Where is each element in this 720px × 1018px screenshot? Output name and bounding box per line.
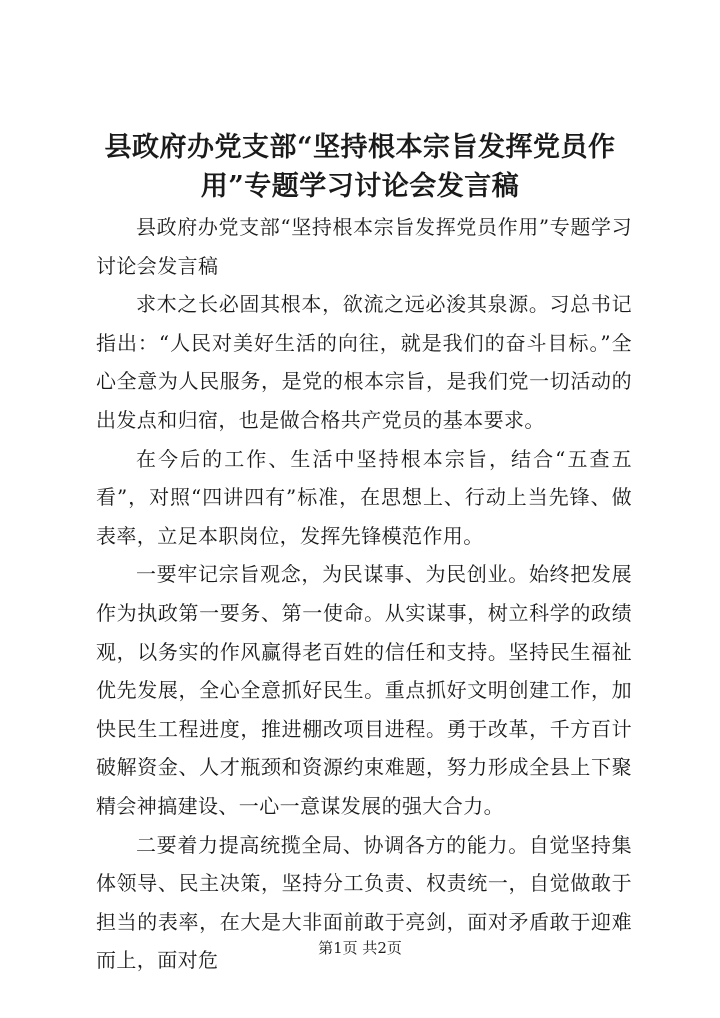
document-body xyxy=(96,208,632,980)
paragraph-intro: 求木之长必固其根本，欲流之远必浚其泉源。习总书记指出：“人民对美好生活的向往，就是我们的奋斗目标。”全心全意为人民服务，是党的根本宗旨，是我们党一切活动的出发点和归宿，也是做合格共产党员的基本要求。 xyxy=(96,292,632,432)
page-footer: 第1页 共2页 xyxy=(318,939,402,957)
document-title: 县政府办党支部“坚持根本宗旨发挥党员作用”专题学习讨论会发言稿 xyxy=(104,132,616,202)
paragraph-subtitle: 县政府办党支部“坚持根本宗旨发挥党员作用”专题学习讨论会发言稿 xyxy=(96,215,632,278)
paragraph-commitment: 在今后的工作、生活中坚持根本宗旨，结合“五查五看”，对照“四讲四有”标准，在思想上、行动上当先锋、做表率，立足本职岗位，发挥先锋模范作用。 xyxy=(96,446,632,548)
paragraph-point-two: 二要着力提高统揽全局、协调各方的能力。自觉坚持集体领导、民主决策，坚持分工负责、权责统一，自觉做敢于担当的表率，在大是大非面前敢于亮剑，面对矛盾敢于迎难而上，面对危 xyxy=(96,832,632,973)
paragraph-point-one: 一要牢记宗旨观念，为民谋事、为民创业。始终把发展作为执政第一要务、第一使命。从实谋事，树立科学的政绩观，以务实的作风赢得老百姓的信任和支持。坚持民生福祉优先发展，全心全意抓好民生。重点抓好文明创建工作，加快民生工程进度，推进棚改项目进程。勇于改革，千方百计破解资金、人才瓶颈和资源约束难题，努力形成全县上下聚精会神搞建设、一心一意谋发展的强大合力。 xyxy=(96,562,632,818)
